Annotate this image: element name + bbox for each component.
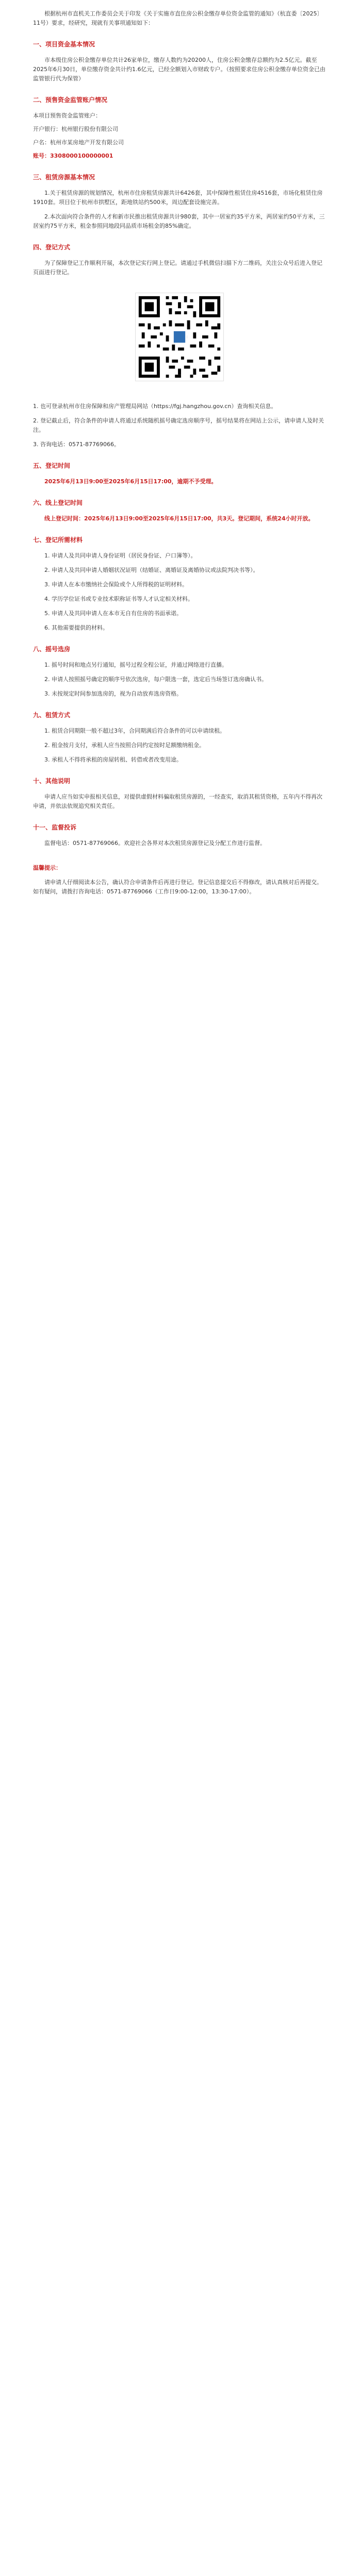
section-8-paragraph-1: 1. 摇号时间和地点另行通知，摇号过程全程公证，并通过网络进行直播。 xyxy=(44,662,227,668)
section-title-2: 二、预售资金监管账户情况 xyxy=(33,96,108,104)
document-body xyxy=(33,0,326,896)
section-3-paragraph-1: 1.关于租赁房源的规划情况，杭州市住房租赁房源共计6426套，其中保障性租赁住房4516套，市场化租赁住房1910套。项目位于杭州市拱墅区，距地铁站约500米，周边配套设施完善。 xyxy=(33,190,323,206)
notice-title: 温馨提示： xyxy=(33,865,61,871)
section-1-paragraph: 市本级住房公积金缴存单位共计26家单位，缴存人数约为20200人，住房公积金缴存总额约为2.5亿元。截至2025年6月30日，单位缴存资金共计约1.6亿元，已经全额划入市财政专户。（按照要求住房公积金缴存单位资金已由监管银行代为保管） xyxy=(33,57,325,82)
section-title-9: 九、租赁方式 xyxy=(33,711,71,719)
section-4-paragraph: 为了保障登记工作顺利开展，本次登记实行网上登记。请通过手机微信扫描下方二维码，关注公众号后进入登记页面进行登记。 xyxy=(33,260,322,276)
section-9-paragraph-2: 2. 租金按月支付，承租人应当按照合同约定按时足额缴纳租金。 xyxy=(44,742,205,749)
notice-paragraph: 请申请人仔细阅读本公告，确认符合申请条件后再进行登记。登记信息提交后不得修改，请认真核对后再提交。如有疑问，请拨打咨询电话：0571-87769066（工作日9:00-12:00，13:30-17:00）。 xyxy=(33,879,322,895)
section-title-11: 十一、监督投诉 xyxy=(33,824,77,831)
section-title-6: 六、线上登记时间 xyxy=(33,499,83,506)
section-10-paragraph: 申请人应当如实申报相关信息，对提供虚假材料骗取租赁房源的，一经查实，取消其租赁资格，五年内不得再次申请，并依法依规追究相关责任。 xyxy=(33,793,322,809)
qr-code-image[interactable] xyxy=(135,293,224,381)
qr-code-icon xyxy=(136,293,223,381)
section-title-3: 三、租赁房源基本情况 xyxy=(33,174,95,181)
section-11-paragraph: 监督电话：0571-87769066。欢迎社会各界对本次租赁房源登记及分配工作进行监督。 xyxy=(44,840,266,846)
section-3-paragraph-2: 2.本次面向符合条件的人才和新市民推出租赁房源共计980套，其中一居室约35平方米，两居室约50平方米，三居室约75平方米，租金参照同地段同品质市场租金的85%确定。 xyxy=(33,213,325,229)
account-name: 户名：杭州市某房地产开发有限公司 xyxy=(33,139,124,146)
section-7-paragraph-1: 1. 申请人及共同申请人身份证明（居民身份证、户口簿等）。 xyxy=(44,552,197,559)
section-7-paragraph-3: 3. 申请人在本市缴纳社会保险或个人所得税的证明材料。 xyxy=(44,581,188,588)
section-title-1: 一、项目资金基本情况 xyxy=(33,41,95,48)
section-6-paragraph: 线上登记时间：2025年6月13日9:00至2025年6月15日17:00，共3天。登记期间，系统24小时开放。 xyxy=(44,515,314,522)
account-info xyxy=(33,111,326,161)
section-title-8: 八、摇号选房 xyxy=(33,646,71,653)
section-7-paragraph-6: 6. 其他需要提供的材料。 xyxy=(44,624,108,631)
section-title-7: 七、登记所需材料 xyxy=(33,536,83,544)
after-qr-paragraph-3: 3. 咨询电话：0571-87769066。 xyxy=(33,441,120,448)
section-9-paragraph-1: 1. 租赁合同期限一般不超过3年，合同期满后符合条件的可以申请续租。 xyxy=(44,727,225,734)
qr-code-wrap xyxy=(33,293,326,381)
account-intro: 本项目预售资金监管账户： xyxy=(33,112,101,119)
account-bank: 开户银行：杭州银行股份有限公司 xyxy=(33,126,118,132)
section-7-paragraph-5: 5. 申请人及共同申请人在本市无自有住房的书面承诺。 xyxy=(44,610,182,617)
after-qr-paragraph-1: 1. 也可登录杭州市住房保障和房产管理局网站（https://fgj.hangzhou.gov.cn）查询相关信息。 xyxy=(33,403,277,410)
section-title-5: 五、登记时间 xyxy=(33,462,71,469)
section-5-paragraph: 2025年6月13日9:00至2025年6月15日17:00，逾期不予受理。 xyxy=(44,478,217,485)
account-number: 账号：3308000100000001 xyxy=(33,152,113,159)
section-7-paragraph-4: 4. 学历学位证书或专业技术职称证书等人才认定相关材料。 xyxy=(44,596,193,602)
after-qr-paragraph-2: 2. 登记截止后，符合条件的申请人将通过系统随机摇号确定选房顺序号，摇号结果将在网站上公示，请申请人及时关注。 xyxy=(33,417,324,433)
section-8-paragraph-3: 3. 未按规定时间参加选房的，视为自动放弃选房资格。 xyxy=(44,690,182,697)
section-9-paragraph-3: 3. 承租人不得将承租的房屋转租、转借或者改变用途。 xyxy=(44,756,182,763)
intro-paragraph: 根据杭州市直机关工作委员会关于印发《关于实施市直住房公积金缴存单位资金监管的通知》（杭直委〔2025〕11号）要求，经研究，现就有关事项通知如下： xyxy=(33,10,323,26)
section-7-paragraph-2: 2. 申请人及共同申请人婚姻状况证明（结婚证、离婚证及离婚协议或法院判决书等）。 xyxy=(44,567,259,573)
section-title-4: 四、登记方式 xyxy=(33,244,71,251)
section-8-paragraph-2: 2. 申请人按照摇号确定的顺序号依次选房，每户限选一套，选定后当场签订选房确认书。 xyxy=(44,676,267,683)
section-title-10: 十、其他说明 xyxy=(33,777,71,785)
